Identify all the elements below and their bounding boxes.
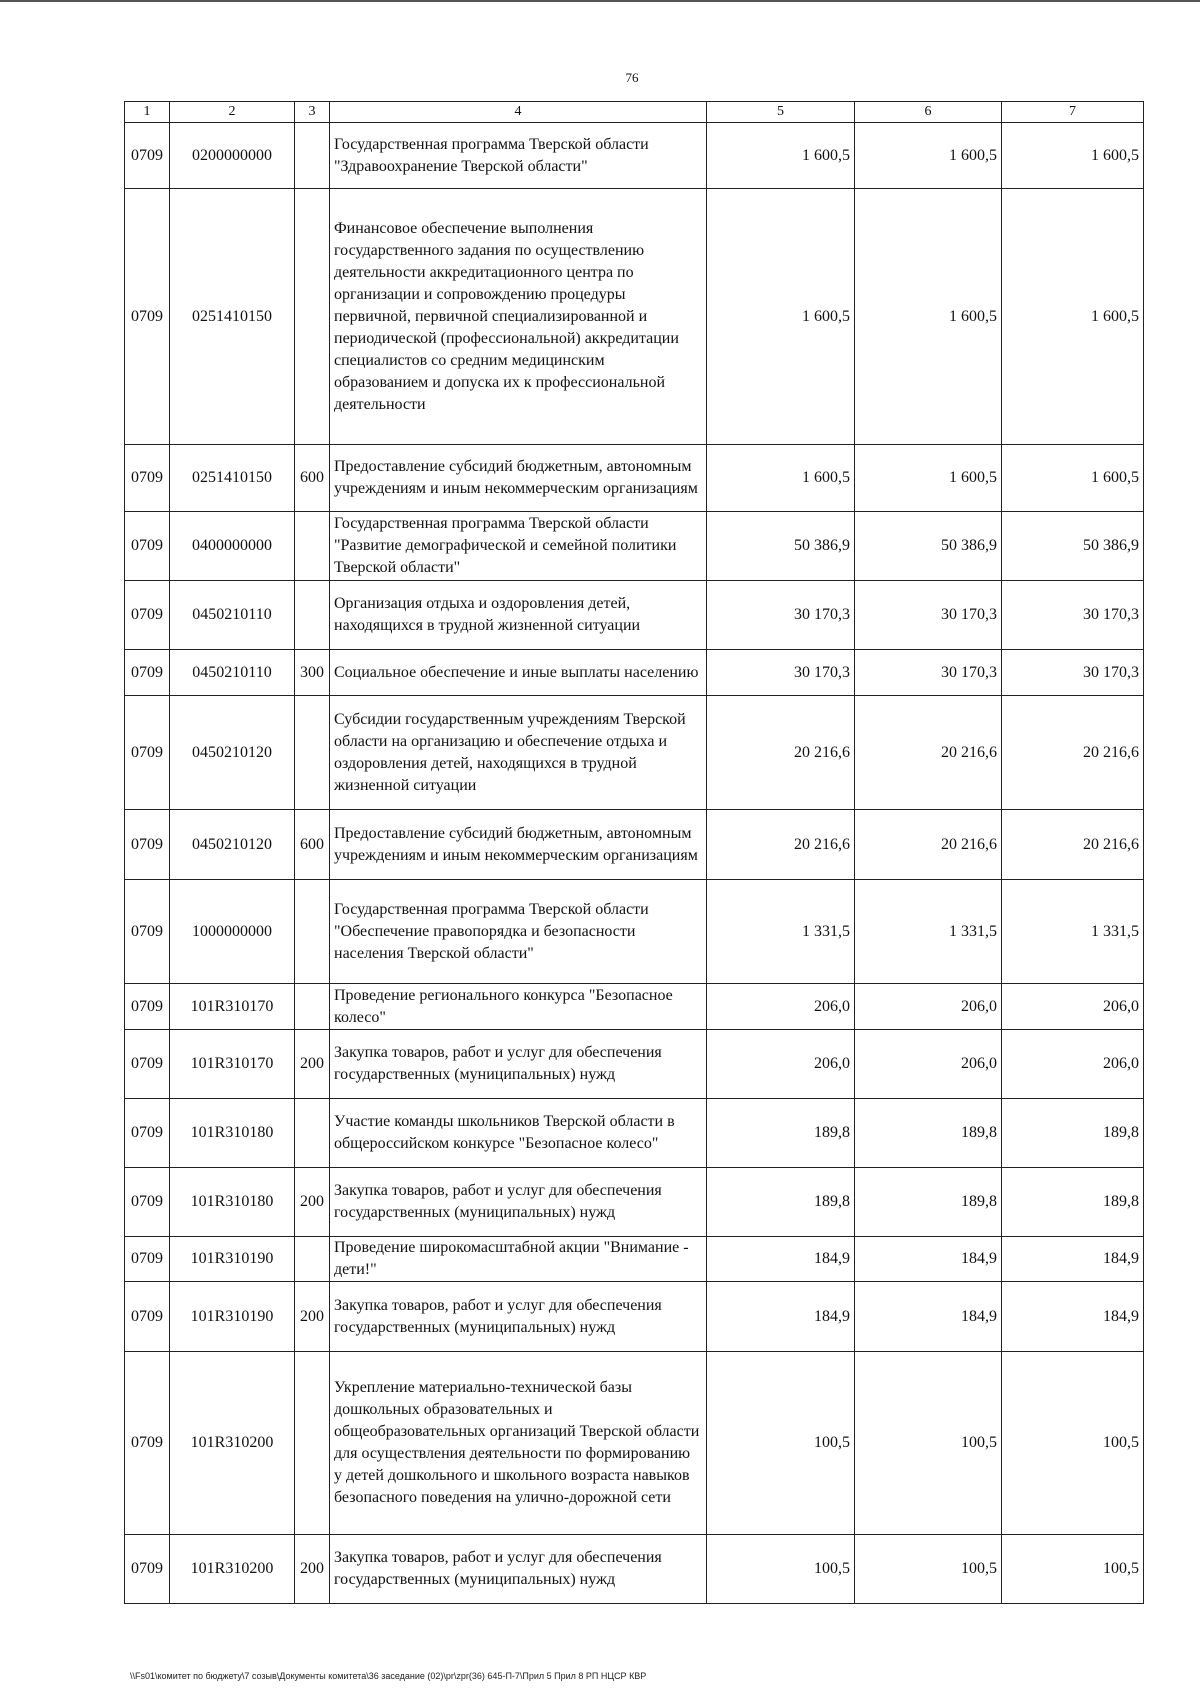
section-cell: 0709 xyxy=(125,581,170,650)
amount-col7-cell: 206,0 xyxy=(1002,984,1144,1030)
name-cell: Финансовое обеспечение выполнения государственного задания по осуществлению деятельности аккредитационного центра по организации и сопровождению процедуры первичной, первичной специализированной и периодической (профессиональной) аккредитации специалистов со средним медицинским образованием и допуска их к профессиональной деятельности xyxy=(330,189,707,445)
amount-col7-cell: 1 331,5 xyxy=(1002,880,1144,984)
column-header: 2 xyxy=(170,102,295,123)
budget-table xyxy=(124,101,1144,1604)
section-cell: 0709 xyxy=(125,1030,170,1099)
amount-col6-cell: 184,9 xyxy=(855,1282,1002,1352)
target-article-cell: 101R310180 xyxy=(170,1099,295,1168)
table-row xyxy=(125,1535,1144,1604)
name-cell: Участие команды школьников Тверской области в общероссийском конкурсе "Безопасное колесо" xyxy=(330,1099,707,1168)
amount-col6-cell: 30 170,3 xyxy=(855,650,1002,696)
column-header: 6 xyxy=(855,102,1002,123)
expense-type-cell xyxy=(295,189,330,445)
amount-col5-cell: 100,5 xyxy=(707,1352,855,1535)
expense-type-cell: 200 xyxy=(295,1535,330,1604)
amount-col6-cell: 206,0 xyxy=(855,1030,1002,1099)
amount-col7-cell: 30 170,3 xyxy=(1002,581,1144,650)
amount-col5-cell: 50 386,9 xyxy=(707,512,855,581)
section-cell: 0709 xyxy=(125,1352,170,1535)
name-cell: Закупка товаров, работ и услуг для обеспечения государственных (муниципальных) нужд xyxy=(330,1030,707,1099)
section-cell: 0709 xyxy=(125,445,170,512)
amount-col7-cell: 189,8 xyxy=(1002,1168,1144,1237)
amount-col6-cell: 1 600,5 xyxy=(855,445,1002,512)
name-cell: Социальное обеспечение и иные выплаты населению xyxy=(330,650,707,696)
amount-col6-cell: 100,5 xyxy=(855,1352,1002,1535)
expense-type-cell xyxy=(295,1237,330,1282)
section-cell: 0709 xyxy=(125,650,170,696)
expense-type-cell xyxy=(295,123,330,189)
expense-type-cell: 300 xyxy=(295,650,330,696)
section-cell: 0709 xyxy=(125,1237,170,1282)
target-article-cell: 0251410150 xyxy=(170,189,295,445)
name-cell: Закупка товаров, работ и услуг для обеспечения государственных (муниципальных) нужд xyxy=(330,1282,707,1352)
target-article-cell: 101R310190 xyxy=(170,1282,295,1352)
target-article-cell: 0450210110 xyxy=(170,650,295,696)
column-header: 7 xyxy=(1002,102,1144,123)
amount-col6-cell: 30 170,3 xyxy=(855,581,1002,650)
amount-col6-cell: 189,8 xyxy=(855,1099,1002,1168)
amount-col6-cell: 1 331,5 xyxy=(855,880,1002,984)
section-cell: 0709 xyxy=(125,123,170,189)
name-cell: Государственная программа Тверской области "Развитие демографической и семейной политики Тверской области" xyxy=(330,512,707,581)
column-header: 4 xyxy=(330,102,707,123)
amount-col5-cell: 20 216,6 xyxy=(707,696,855,810)
section-cell: 0709 xyxy=(125,512,170,581)
target-article-cell: 0450210120 xyxy=(170,696,295,810)
section-cell: 0709 xyxy=(125,810,170,880)
table-row xyxy=(125,696,1144,810)
table-row xyxy=(125,1282,1144,1352)
table-row xyxy=(125,123,1144,189)
amount-col7-cell: 20 216,6 xyxy=(1002,696,1144,810)
amount-col7-cell: 206,0 xyxy=(1002,1030,1144,1099)
amount-col6-cell: 100,5 xyxy=(855,1535,1002,1604)
target-article-cell: 101R310200 xyxy=(170,1352,295,1535)
table-row xyxy=(125,1030,1144,1099)
name-cell: Предоставление субсидий бюджетным, автономным учреждениям и иным некоммерческим организациям xyxy=(330,445,707,512)
table-row xyxy=(125,1099,1144,1168)
section-cell: 0709 xyxy=(125,1099,170,1168)
amount-col6-cell: 20 216,6 xyxy=(855,810,1002,880)
amount-col7-cell: 30 170,3 xyxy=(1002,650,1144,696)
amount-col6-cell: 206,0 xyxy=(855,984,1002,1030)
name-cell: Государственная программа Тверской области "Обеспечение правопорядка и безопасности населения Тверской области" xyxy=(330,880,707,984)
target-article-cell: 0450210120 xyxy=(170,810,295,880)
expense-type-cell: 600 xyxy=(295,810,330,880)
name-cell: Закупка товаров, работ и услуг для обеспечения государственных (муниципальных) нужд xyxy=(330,1535,707,1604)
table-row xyxy=(125,1237,1144,1282)
expense-type-cell: 200 xyxy=(295,1168,330,1237)
name-cell: Проведение широкомасштабной акции "Внимание - дети!" xyxy=(330,1237,707,1282)
amount-col6-cell: 20 216,6 xyxy=(855,696,1002,810)
section-cell: 0709 xyxy=(125,880,170,984)
name-cell: Предоставление субсидий бюджетным, автономным учреждениям и иным некоммерческим организациям xyxy=(330,810,707,880)
target-article-cell: 101R310190 xyxy=(170,1237,295,1282)
amount-col5-cell: 1 600,5 xyxy=(707,123,855,189)
amount-col7-cell: 184,9 xyxy=(1002,1237,1144,1282)
expense-type-cell xyxy=(295,880,330,984)
column-header: 3 xyxy=(295,102,330,123)
amount-col5-cell: 1 331,5 xyxy=(707,880,855,984)
page-number: 76 xyxy=(625,70,639,85)
expense-type-cell: 600 xyxy=(295,445,330,512)
section-cell: 0709 xyxy=(125,984,170,1030)
amount-col5-cell: 184,9 xyxy=(707,1237,855,1282)
amount-col5-cell: 184,9 xyxy=(707,1282,855,1352)
amount-col7-cell: 100,5 xyxy=(1002,1535,1144,1604)
amount-col7-cell: 20 216,6 xyxy=(1002,810,1144,880)
expense-type-cell xyxy=(295,696,330,810)
amount-col5-cell: 189,8 xyxy=(707,1099,855,1168)
target-article-cell: 101R310170 xyxy=(170,984,295,1030)
expense-type-cell xyxy=(295,984,330,1030)
name-cell: Субсидии государственным учреждениям Тверской области на организацию и обеспечение отдыха и оздоровления детей, находящихся в трудной жизненной ситуации xyxy=(330,696,707,810)
amount-col5-cell: 206,0 xyxy=(707,1030,855,1099)
section-cell: 0709 xyxy=(125,1535,170,1604)
amount-col7-cell: 189,8 xyxy=(1002,1099,1144,1168)
amount-col7-cell: 100,5 xyxy=(1002,1352,1144,1535)
table-row xyxy=(125,189,1144,445)
table-row xyxy=(125,512,1144,581)
amount-col5-cell: 100,5 xyxy=(707,1535,855,1604)
amount-col7-cell: 184,9 xyxy=(1002,1282,1144,1352)
amount-col7-cell: 1 600,5 xyxy=(1002,123,1144,189)
amount-col6-cell: 189,8 xyxy=(855,1168,1002,1237)
amount-col6-cell: 1 600,5 xyxy=(855,123,1002,189)
name-cell: Укрепление материально-технической базы дошкольных образовательных и общеобразовательных организаций Тверской области для осуществления деятельности по формированию у детей дошкольного и школьного возраста навыков безопасного поведения на улично-дорожной сети xyxy=(330,1352,707,1535)
column-number-header xyxy=(125,102,1144,123)
table-row xyxy=(125,1352,1144,1535)
footer-file-path: \\Fs01\комитет по бюджету\7 созыв\Документы комитета\36 заседание (02)\pr\zpr(36) 645-П-7\Прил 5 Прил 8 РП НЦСР КВР xyxy=(130,1671,647,1681)
section-cell: 0709 xyxy=(125,1282,170,1352)
amount-col5-cell: 1 600,5 xyxy=(707,189,855,445)
column-header: 1 xyxy=(125,102,170,123)
amount-col5-cell: 1 600,5 xyxy=(707,445,855,512)
target-article-cell: 101R310180 xyxy=(170,1168,295,1237)
target-article-cell: 0200000000 xyxy=(170,123,295,189)
amount-col6-cell: 50 386,9 xyxy=(855,512,1002,581)
amount-col5-cell: 20 216,6 xyxy=(707,810,855,880)
amount-col5-cell: 189,8 xyxy=(707,1168,855,1237)
section-cell: 0709 xyxy=(125,1168,170,1237)
name-cell: Закупка товаров, работ и услуг для обеспечения государственных (муниципальных) нужд xyxy=(330,1168,707,1237)
name-cell: Проведение регионального конкурса "Безопасное колесо" xyxy=(330,984,707,1030)
name-cell: Государственная программа Тверской области "Здравоохранение Тверской области" xyxy=(330,123,707,189)
amount-col7-cell: 50 386,9 xyxy=(1002,512,1144,581)
target-article-cell: 0400000000 xyxy=(170,512,295,581)
table-body xyxy=(125,123,1144,1604)
amount-col5-cell: 30 170,3 xyxy=(707,650,855,696)
table-row xyxy=(125,581,1144,650)
table-row xyxy=(125,650,1144,696)
target-article-cell: 101R310200 xyxy=(170,1535,295,1604)
expense-type-cell xyxy=(295,1099,330,1168)
section-cell: 0709 xyxy=(125,189,170,445)
target-article-cell: 1000000000 xyxy=(170,880,295,984)
amount-col5-cell: 206,0 xyxy=(707,984,855,1030)
expense-type-cell: 200 xyxy=(295,1030,330,1099)
table-row xyxy=(125,810,1144,880)
table-row xyxy=(125,445,1144,512)
table-row xyxy=(125,984,1144,1030)
amount-col6-cell: 184,9 xyxy=(855,1237,1002,1282)
section-cell: 0709 xyxy=(125,696,170,810)
expense-type-cell: 200 xyxy=(295,1282,330,1352)
amount-col5-cell: 30 170,3 xyxy=(707,581,855,650)
expense-type-cell xyxy=(295,512,330,581)
amount-col7-cell: 1 600,5 xyxy=(1002,445,1144,512)
target-article-cell: 0251410150 xyxy=(170,445,295,512)
table-row xyxy=(125,1168,1144,1237)
page-top-rule xyxy=(0,0,1200,2)
column-header: 5 xyxy=(707,102,855,123)
name-cell: Организация отдыха и оздоровления детей, находящихся в трудной жизненной ситуации xyxy=(330,581,707,650)
target-article-cell: 0450210110 xyxy=(170,581,295,650)
expense-type-cell xyxy=(295,1352,330,1535)
amount-col6-cell: 1 600,5 xyxy=(855,189,1002,445)
table-row xyxy=(125,880,1144,984)
target-article-cell: 101R310170 xyxy=(170,1030,295,1099)
expense-type-cell xyxy=(295,581,330,650)
amount-col7-cell: 1 600,5 xyxy=(1002,189,1144,445)
